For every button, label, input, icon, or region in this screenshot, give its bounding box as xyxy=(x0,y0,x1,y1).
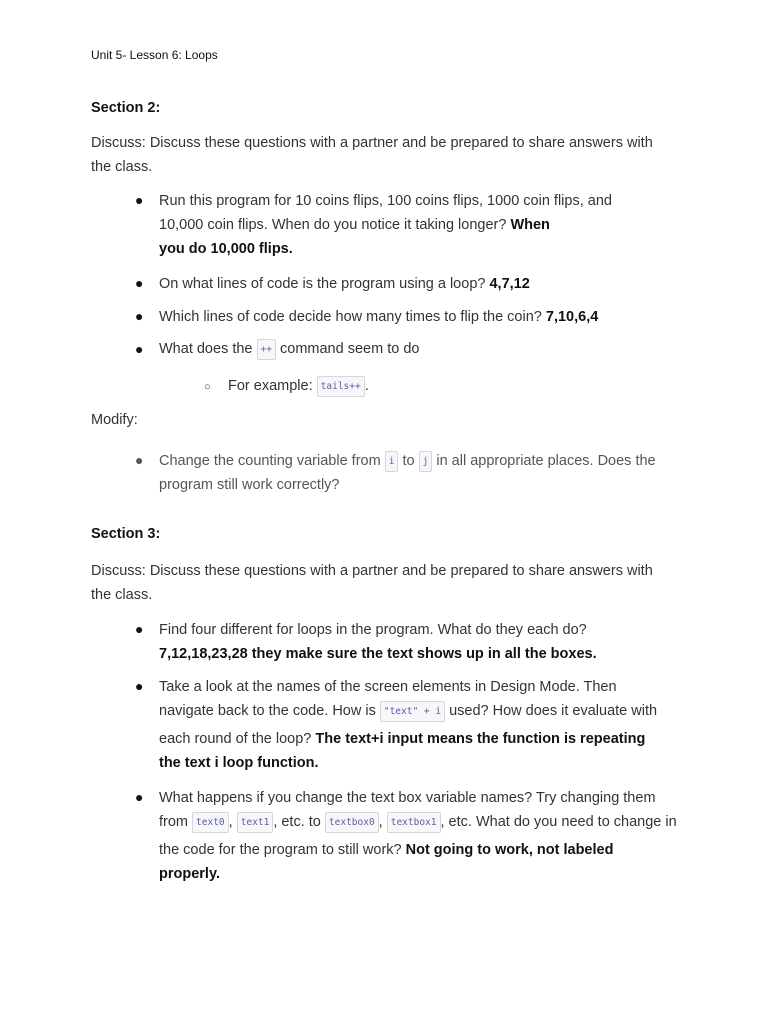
bullet-icon: ● xyxy=(135,308,144,324)
code-chip: text1 xyxy=(237,812,274,833)
m1-text-c: in all appropriate places. Does the xyxy=(436,453,656,469)
section-3-heading: Section 3: xyxy=(91,526,161,542)
discuss-line-2: the class. xyxy=(91,587,153,603)
list-item-q2 xyxy=(159,272,699,296)
code-chip: text0 xyxy=(192,812,229,833)
s3-q3-comma-1: , xyxy=(228,814,233,830)
m1-text-a: Change the counting variable from xyxy=(159,453,381,469)
list-item-q4 xyxy=(159,337,699,361)
q4-text-b: command seem to do xyxy=(280,341,420,357)
q1-line-1: Run this program for 10 coins flips, 100 coins flips, 1000 coin flips, and xyxy=(159,193,612,209)
bullet-icon: ● xyxy=(135,789,144,805)
list-item-q1 xyxy=(159,189,699,261)
list-item-modify xyxy=(159,449,699,497)
s3-q3-from: from xyxy=(159,814,188,830)
s3-q1-answer: 7,12,18,23,28 they make sure the text shows up in all the boxes. xyxy=(159,646,597,662)
bullet-icon: ● xyxy=(135,678,144,694)
q3-answer: 7,10,6,4 xyxy=(545,309,599,325)
s3-q2-answer-a: The text+i input means the function is repeating xyxy=(315,731,646,747)
q3-text: Which lines of code decide how many times to flip the coin? xyxy=(159,309,542,325)
bullet-icon: ● xyxy=(135,275,144,291)
s3-q2-answer-b: the text i loop function. xyxy=(159,755,319,771)
q2-text: On what lines of code is the program using a loop? xyxy=(159,276,486,292)
list-item-s3-q3 xyxy=(159,786,699,886)
bullet-icon: ● xyxy=(135,452,144,468)
s3-q3-answer-a: Not going to work, not labeled xyxy=(405,842,614,858)
s3-q3-rest: , etc. What do you need to change in xyxy=(440,814,677,830)
s3-q3-etc-to: , etc. to xyxy=(273,814,321,830)
s3-q3-answer-b: properly. xyxy=(159,866,220,882)
s3-q2-line-3: each round of the loop? xyxy=(159,731,312,747)
code-chip: i xyxy=(385,451,399,472)
section-2-heading: Section 2: xyxy=(91,100,161,116)
discuss-line-2: the class. xyxy=(91,159,153,175)
code-chip: textbox1 xyxy=(387,812,441,833)
list-item-s3-q2 xyxy=(159,675,699,775)
s3-q1-text: Find four different for loops in the program. What do they each do? xyxy=(159,622,587,638)
section-3-discuss xyxy=(91,559,691,607)
bullet-icon: ● xyxy=(135,192,144,208)
s3-q2-line-1: Take a look at the names of the screen elements in Design Mode. Then xyxy=(159,679,617,695)
section-2-discuss xyxy=(91,131,691,179)
list-item-q3 xyxy=(159,305,699,329)
q2-answer: 4,7,12 xyxy=(489,276,530,292)
code-chip: "text" + i xyxy=(380,701,445,722)
code-chip: textbox0 xyxy=(325,812,379,833)
document-header: Unit 5- Lesson 6: Loops xyxy=(91,48,218,62)
m1-line-2: program still work correctly? xyxy=(159,477,340,493)
s3-q3-line-1: What happens if you change the text box variable names? Try changing them xyxy=(159,790,656,806)
discuss-line-1: Discuss: Discuss these questions with a partner and be prepared to share answers with xyxy=(91,135,653,151)
example-period: . xyxy=(364,378,369,394)
s3-q3-comma-2: , xyxy=(378,814,383,830)
code-chip: tails++ xyxy=(317,376,365,397)
s3-q2-line-2b: used? How does it evaluate with xyxy=(449,703,658,719)
example-text: For example: xyxy=(228,378,313,394)
modify-label: Modify: xyxy=(91,412,138,428)
s3-q3-line-3: the code for the program to still work? xyxy=(159,842,402,858)
q1-line-2: 10,000 coin flips. When do you notice it taking longer? xyxy=(159,217,507,233)
discuss-line-1: Discuss: Discuss these questions with a partner and be prepared to share answers with xyxy=(91,563,653,579)
m1-text-b: to xyxy=(402,453,415,469)
code-chip: j xyxy=(419,451,433,472)
list-item-s3-q1 xyxy=(159,618,699,666)
bullet-icon: ● xyxy=(135,341,144,357)
s3-q2-line-2a: navigate back to the code. How is xyxy=(159,703,376,719)
q1-answer-b: you do 10,000 flips. xyxy=(159,241,293,257)
q4-text-a: What does the xyxy=(159,341,253,357)
code-chip: ++ xyxy=(257,339,276,360)
sub-item-example xyxy=(228,374,369,398)
q1-answer-a: When xyxy=(510,217,550,233)
bullet-icon: ● xyxy=(135,621,144,637)
sub-bullet-icon: ○ xyxy=(204,381,211,393)
